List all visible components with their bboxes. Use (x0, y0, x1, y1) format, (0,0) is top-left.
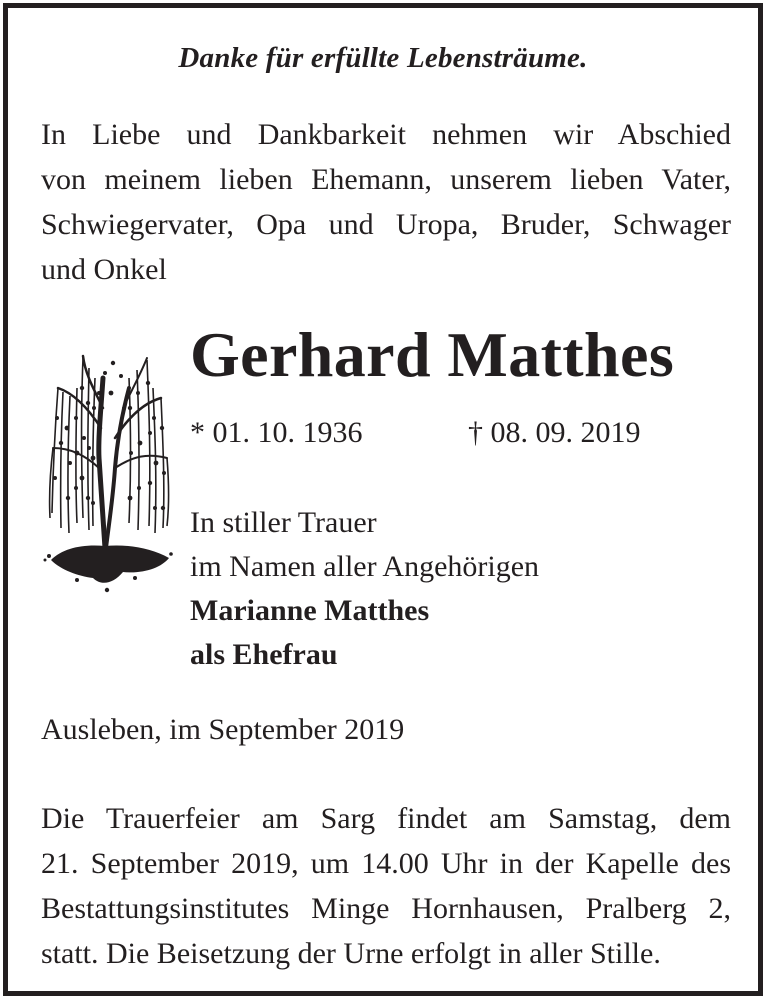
spouse-role: als Ehefrau (190, 638, 338, 671)
mourning-line: In stiller Trauer (190, 506, 377, 539)
intro-line: von meinem lieben Ehemann, unserem lieben Vater, (41, 163, 731, 196)
birth-date: * 01. 10. 1936 (190, 416, 363, 449)
obituary-notice (3, 3, 763, 996)
deceased-name: Gerhard Matthes (190, 319, 675, 390)
intro-text (41, 112, 731, 292)
mourning-line: im Namen aller Angehörigen (190, 550, 540, 583)
service-line: Bestattungsinstitutes Minge Hornhausen, Pralberg 2, (41, 892, 731, 925)
intro-line: In Liebe und Dankbarkeit nehmen wir Abschied (41, 118, 731, 151)
intro-line: und Onkel (41, 253, 167, 286)
mourners-block (190, 501, 539, 677)
service-info (41, 796, 731, 976)
weeping-willow-icon (43, 348, 173, 593)
spouse-name: Marianne Matthes (190, 594, 430, 627)
service-line: statt. Die Beisetzung der Urne erfolgt in aller Stille. (41, 937, 661, 970)
intro-line: Schwiegervater, Opa und Uropa, Bruder, Schwager (41, 208, 731, 241)
motto: Danke für erfüllte Lebensträume. (178, 42, 588, 74)
service-line: Die Trauerfeier am Sarg findet am Samstag, dem (41, 802, 731, 835)
service-line: 21. September 2019, um 14.00 Uhr in der Kapelle des (41, 847, 731, 880)
place-date: Ausleben, im September 2019 (41, 713, 405, 746)
death-date: † 08. 09. 2019 (468, 416, 641, 449)
